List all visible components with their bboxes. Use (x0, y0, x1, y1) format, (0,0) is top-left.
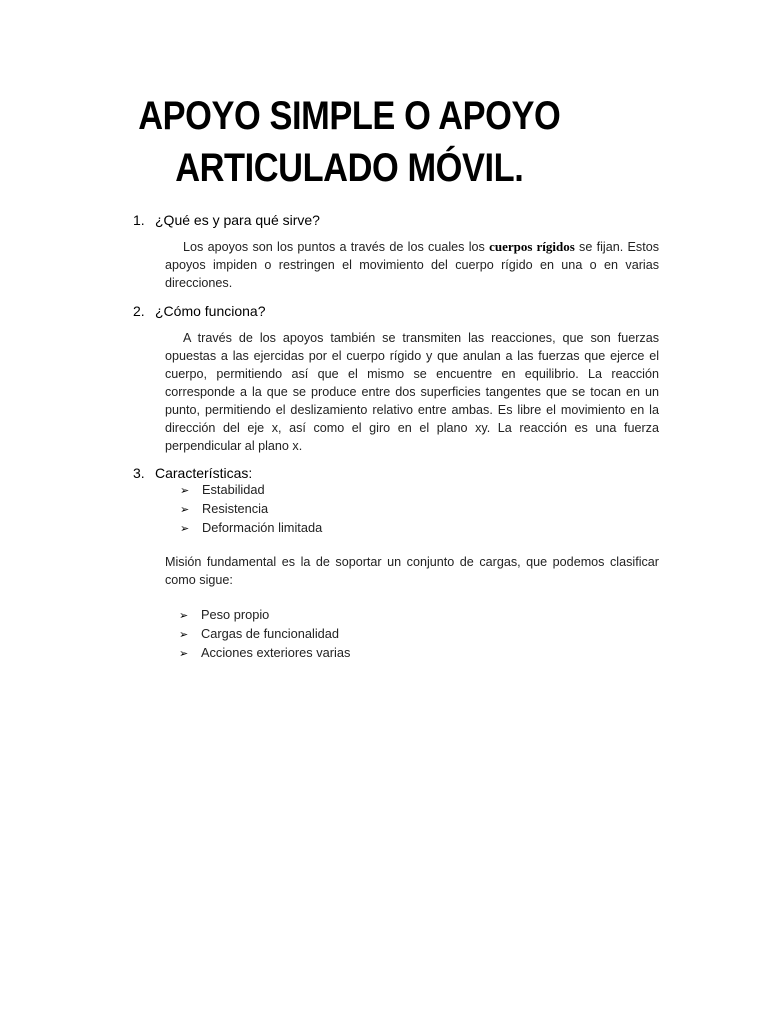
arrow-bullet-icon: ➢ (179, 629, 189, 641)
section-1-text-before: Los apoyos son los puntos a través de los cuales los (183, 240, 490, 254)
title-line-2: ARTICULADO MÓVIL. (175, 146, 524, 190)
list-item (179, 644, 350, 663)
section-2-paragraph (165, 329, 659, 455)
list-item-label: Peso propio (201, 607, 270, 622)
section-3-number: 3. (133, 465, 145, 481)
list-item-label: Estabilidad (202, 482, 265, 497)
section-1-bold-term: cuerpos rígidos (489, 239, 575, 254)
title-line-1: APOYO SIMPLE O APOYO (138, 94, 561, 138)
section-1-heading-text: ¿Qué es y para qué sirve? (155, 212, 320, 228)
list-item (180, 519, 322, 538)
section-3-heading-text: Características: (155, 465, 253, 481)
arrow-bullet-icon: ➢ (180, 523, 190, 535)
list-item-label: Deformación limitada (202, 520, 323, 535)
list-item (179, 606, 350, 625)
arrow-bullet-icon: ➢ (179, 610, 189, 622)
list-item-label: Acciones exteriores varias (201, 645, 351, 660)
section-3-paragraph (165, 553, 659, 589)
section-2-heading-text: ¿Cómo funciona? (155, 303, 266, 319)
section-2-number: 2. (133, 303, 145, 319)
list-item-label: Resistencia (202, 501, 269, 516)
section-1-heading (133, 211, 320, 229)
section-3-text: Misión fundamental es la de soportar un conjunto de cargas, que podemos clasificar como sigue: (165, 555, 659, 587)
page-title (130, 90, 569, 194)
section-2-heading (133, 302, 266, 320)
list-item (179, 625, 350, 644)
section-1-text-after: se fijan. Estos apoyos impiden o restringen el movimiento del cuerpo rígido en una o en varias direcciones. (165, 240, 659, 290)
arrow-bullet-icon: ➢ (180, 485, 190, 497)
characteristics-list (180, 481, 322, 538)
list-item (180, 500, 322, 519)
arrow-bullet-icon: ➢ (179, 648, 189, 660)
section-1-number: 1. (133, 212, 145, 228)
list-item (180, 481, 322, 500)
section-3-heading (133, 464, 252, 482)
section-1-paragraph (165, 238, 659, 292)
arrow-bullet-icon: ➢ (180, 504, 190, 516)
loads-list (179, 606, 350, 663)
list-item-label: Cargas de funcionalidad (201, 626, 340, 641)
section-2-text: A través de los apoyos también se transmiten las reacciones, que son fuerzas opuestas a las ejercidas por el cuerpo rígido y que anulan a las fuerzas que ejerce el cuerpo, permitiendo así que el mismo se encuentre en equilibrio. La reacción corresponde a la que se produce entre dos superficies tangentes que se tocan en un punto, permitiendo el deslizamiento relativo entre ambas. Es libre el movimiento en la dirección del eje x, así como el giro en el plano xy. La reacción es una fuerza perpendicular al plano x. (165, 331, 659, 453)
